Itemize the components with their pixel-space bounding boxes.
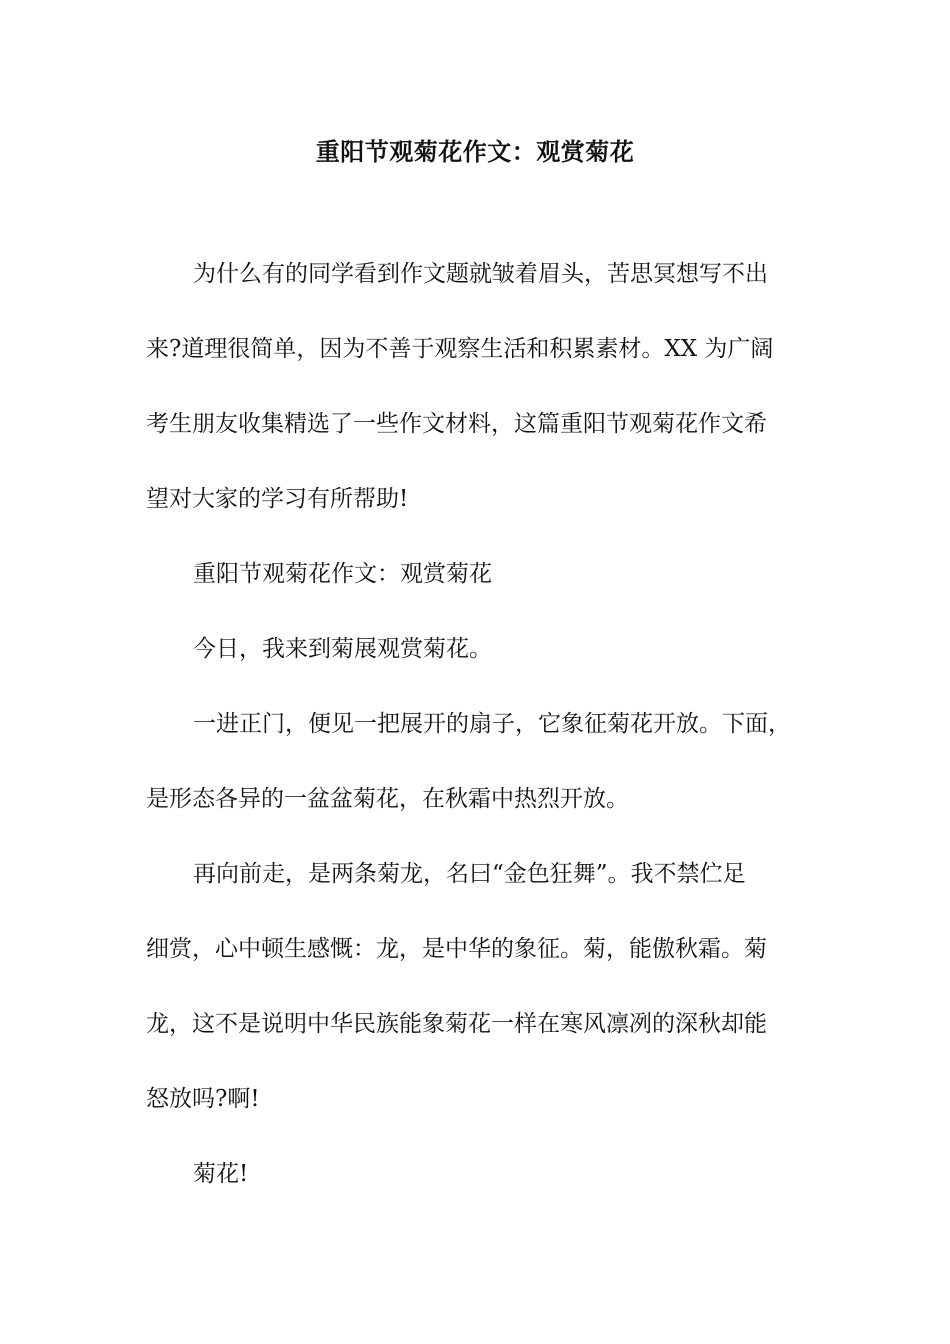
paragraph-line: 怒放吗?啊! (146, 1086, 260, 1112)
paragraph-line: 再向前走，是两条菊龙，名曰“金色狂舞”。我不禁伫足 (193, 861, 746, 887)
paragraph-line: 重阳节观菊花作文：观赏菊花 (193, 561, 492, 587)
paragraph-line: 是形态各异的一盆盆菊花，在秋霜中热烈开放。 (146, 786, 629, 812)
paragraph-line: 细赏，心中顿生感慨：龙，是中华的象征。菊，能傲秋霜。菊 (146, 936, 767, 962)
paragraph-line: 今日，我来到菊展观赏菊花。 (193, 636, 492, 662)
paragraph-line: 龙，这不是说明中华民族能象菊花一样在寒风凛冽的深秋却能 (146, 1011, 767, 1037)
paragraph-line: 考生朋友收集精选了一些作文材料，这篇重阳节观菊花作文希 (146, 411, 767, 437)
paragraph-line: 一进正门，便见一把展开的扇子，它象征菊花开放。下面， (193, 711, 791, 737)
paragraph-line: 为什么有的同学看到作文题就皱着眉头，苦思冥想写不出 (193, 261, 768, 287)
document-title: 重阳节观菊花作文：观赏菊花 (315, 137, 635, 166)
paragraph-line: 来?道理很简单，因为不善于观察生活和积累素材。XX 为广阔 (146, 336, 774, 362)
paragraph-line: 菊花! (193, 1161, 249, 1187)
paragraph-line: 望对大家的学习有所帮助! (146, 486, 409, 512)
